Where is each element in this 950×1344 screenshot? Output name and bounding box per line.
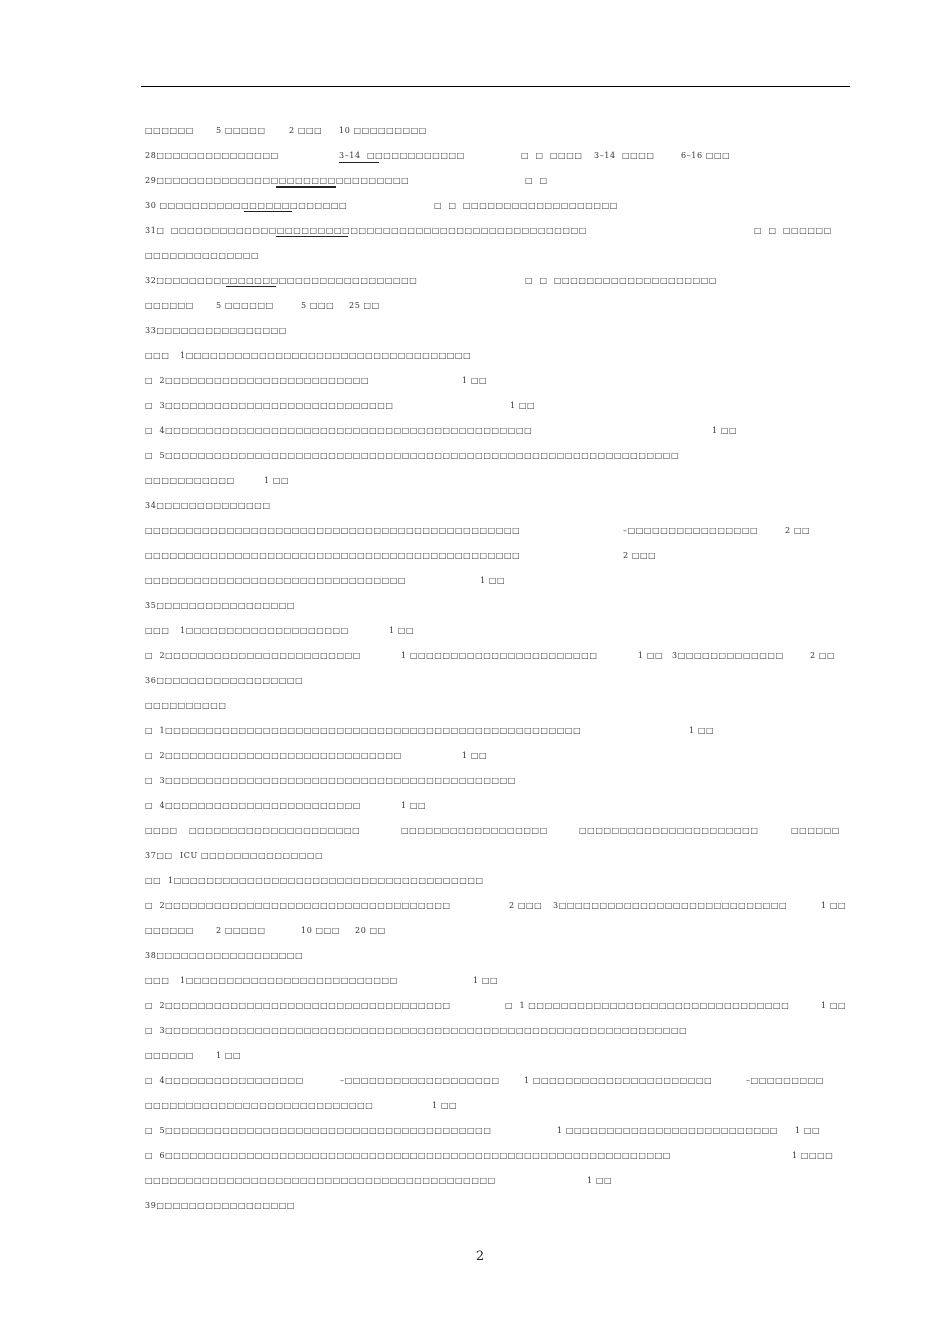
text-segment: □□□□□□□□□□□□□□□□□□□□□□□□□□□□□□□□□□□□□□□□□□□□□□ — [145, 526, 521, 535]
text-line — [0, 1200, 950, 1214]
text-line — [0, 375, 950, 389]
text-line — [0, 150, 950, 164]
text-segment: □□□□□□ — [145, 1051, 194, 1060]
text-line — [0, 575, 950, 589]
text-segment: 28□□□□□□□□□□□□□□□ — [145, 151, 279, 160]
text-segment: 31□ □□□□□□□□□□□□□□□□□□□□□□□□□□□□□□□□□□□□□□□□□□□□□□□□□□□ — [145, 226, 587, 235]
text-segment: 1 □□□□ — [792, 1151, 834, 1160]
text-segment: □ 4□□□□□□□□□□□□□□□□□ — [145, 1076, 304, 1085]
text-segment: 3–14 □□□□ — [594, 151, 655, 160]
text-segment: –□□□□□□□□□□□□□□□□ — [623, 526, 759, 535]
text-segment: □ 2□□□□□□□□□□□□□□□□□□□□□□□□□□□□□□□□□□□ — [145, 901, 451, 910]
text-line — [0, 800, 950, 814]
text-segment: 1 □□ — [638, 651, 664, 660]
text-segment: 2 □□ — [810, 651, 836, 660]
text-line — [0, 925, 950, 939]
text-line — [0, 225, 950, 239]
text-segment: 30 □□□□□□□□□□□□□□□□□□□□□□□ — [145, 201, 348, 210]
text-segment: □□□ — [145, 351, 170, 360]
text-segment: 1 □□ — [587, 1176, 613, 1185]
text-line — [0, 1150, 950, 1164]
text-line — [0, 850, 950, 864]
text-line — [0, 950, 950, 964]
text-line — [0, 675, 950, 689]
text-segment: 1 □□□□□□□□□□□□□□□□□□□□□□□□□□ — [557, 1126, 778, 1135]
text-line — [0, 900, 950, 914]
text-segment: □ 4□□□□□□□□□□□□□□□□□□□□□□□□□□□□□□□□□□□□□□□□□□□□□ — [145, 426, 533, 435]
text-segment: □□□□□□□□□□□□□□□□□□□□□□□□□□□□□□□□□□□□□□□□□□□□□□ — [145, 551, 521, 560]
text-segment: 2 □□□ — [289, 126, 323, 135]
text-segment: 1□□□□□□□□□□□□□□□□□□□□ — [180, 626, 349, 635]
text-line — [0, 775, 950, 789]
text-segment: ICU □□□□□□□□□□□□□□□ — [180, 851, 324, 860]
text-line — [0, 1175, 950, 1189]
text-line — [0, 725, 950, 739]
text-line — [0, 825, 950, 839]
text-segment: □ 3□□□□□□□□□□□□□□□□□□□□□□□□□□□□□□□□□□□□□□□□□□□ — [145, 776, 516, 785]
text-line — [0, 975, 950, 989]
text-segment: □ 5□□□□□□□□□□□□□□□□□□□□□□□□□□□□□□□□□□□□□□□□ — [145, 1126, 492, 1135]
text-segment: 32□□□□□□□□□□□□□□□□□□□□□□□□□□□□□□□□ — [145, 276, 418, 285]
text-segment: –□□□□□□□□□□□□□□□□□□□ — [340, 1076, 500, 1085]
text-segment: 1 □□ — [689, 726, 715, 735]
text-segment: 1□□□□□□□□□□□□□□□□□□□□□□□□□□ — [180, 976, 398, 985]
text-segment: 36□□□□□□□□□□□□□□□□□□ — [145, 676, 304, 685]
text-segment: □ □ □□□□ — [521, 151, 583, 160]
text-line — [0, 650, 950, 664]
text-segment: □□□□□□ — [145, 301, 194, 310]
text-segment: □□□□□□□□□□□□□□□□□□□□□□□□□□□□ — [145, 1101, 374, 1110]
text-segment: □□□□□□□□□□□□□□ — [145, 251, 260, 260]
text-segment: 10 □□□□□□□□□ — [339, 126, 427, 135]
text-line — [0, 600, 950, 614]
text-segment: □□□ — [145, 976, 170, 985]
text-line — [0, 500, 950, 514]
text-line — [0, 550, 950, 564]
text-line — [0, 275, 950, 289]
text-segment: 1 □□ — [821, 1001, 847, 1010]
text-segment: □ □ □□□□□□ — [754, 226, 832, 235]
text-segment: □ 1 □□□□□□□□□□□□□□□□□□□□□□□□□□□□□□□□ — [505, 1001, 790, 1010]
text-segment: □□□□□□□□□□□□□□□□□□□□□□ — [579, 826, 759, 835]
text-segment: 1 □□ — [264, 476, 290, 485]
text-segment: 29□□□□□□□□□□□□□□□□□□□□□□□□□□□□□□□ — [145, 176, 410, 185]
text-line — [0, 525, 950, 539]
text-segment: 2 □□□ — [623, 551, 657, 560]
text-segment: □□□□□□□□□□□ — [145, 476, 235, 485]
text-segment: 2 □□□□□ — [216, 926, 266, 935]
text-segment: 1 □□ — [480, 576, 506, 585]
text-segment: 1 □□ — [795, 1126, 821, 1135]
text-segment: □□□□□□ — [145, 126, 194, 135]
text-line — [0, 1125, 950, 1139]
text-segment: □ 2□□□□□□□□□□□□□□□□□□□□□□□□□□□□□ — [145, 751, 402, 760]
text-segment: □ 6□□□□□□□□□□□□□□□□□□□□□□□□□□□□□□□□□□□□□□□□□□□□□□□□□□□□□□□□□□□□□□ — [145, 1151, 671, 1160]
text-line — [0, 1000, 950, 1014]
text-segment: □□□□□□□□□□□□□□□□□□ — [401, 826, 548, 835]
text-line — [0, 300, 950, 314]
text-segment: –□□□□□□□□□ — [746, 1076, 825, 1085]
text-segment: □ 5□□□□□□□□□□□□□□□□□□□□□□□□□□□□□□□□□□□□□□□□□□□□□□□□□□□□□□□□□□□□□□□ — [145, 451, 680, 460]
text-segment: 39□□□□□□□□□□□□□□□□□ — [145, 1201, 296, 1210]
text-segment: □ 2□□□□□□□□□□□□□□□□□□□□□□□□ — [145, 651, 361, 660]
text-line — [0, 1025, 950, 1039]
text-line — [0, 125, 950, 139]
text-segment: □ □ □□□□□□□□□□□□□□□□□□□ — [434, 201, 618, 210]
text-line — [0, 425, 950, 439]
text-segment: □ □ □□□□□□□□□□□□□□□□□□□□ — [525, 276, 718, 285]
text-line — [0, 875, 950, 889]
text-segment: 1 □□ — [216, 1051, 242, 1060]
text-segment: 1 □□ — [462, 751, 488, 760]
page-number: 2 — [475, 1249, 485, 1264]
text-segment: 10 □□□ — [301, 926, 340, 935]
text-line — [0, 175, 950, 189]
text-segment: 3□□□□□□□□□□□□□ — [672, 651, 784, 660]
text-segment: 1 □□ — [473, 976, 499, 985]
text-segment: □□□□□□□□□□□□□□□□□□□□□□□□□□□□□□□□□□□□□□□□□□□ — [145, 1176, 496, 1185]
text-segment: □□□ — [145, 626, 170, 635]
text-line — [0, 400, 950, 414]
text-segment: □ □ — [525, 176, 548, 185]
text-segment: 33□□□□□□□□□□□□□□□□ — [145, 326, 287, 335]
text-line — [0, 325, 950, 339]
text-segment: 5 □□□□□□ — [216, 301, 274, 310]
text-segment: □ 1□□□□□□□□□□□□□□□□□□□□□□□□□□□□□□□□□□□□□□□□□□□□□□□□□□□ — [145, 726, 582, 735]
text-segment: 1 □□ — [401, 801, 427, 810]
text-segment: 1 □□ — [712, 426, 738, 435]
text-segment: 1 □□ — [389, 626, 415, 635]
text-segment: 2 □□□ — [509, 901, 543, 910]
text-line — [0, 750, 950, 764]
text-segment: 1□□□□□□□□□□□□□□□□□□□□□□□□□□□□□□□□□□□ — [180, 351, 472, 360]
text-segment: 6–16 □□□ — [681, 151, 731, 160]
text-line — [0, 450, 950, 464]
text-segment: □ 2□□□□□□□□□□□□□□□□□□□□□□□□□□□□□□□□□□□ — [145, 1001, 451, 1010]
text-segment: 38□□□□□□□□□□□□□□□□□□ — [145, 951, 304, 960]
text-segment: □□ — [145, 876, 162, 885]
text-segment: 1 □□ — [432, 1101, 458, 1110]
text-segment: □ 3□□□□□□□□□□□□□□□□□□□□□□□□□□□□ — [145, 401, 394, 410]
text-segment: □ 3□□□□□□□□□□□□□□□□□□□□□□□□□□□□□□□□□□□□□□□□□□□□□□□□□□□□□□□□□□□□□□□□ — [145, 1026, 688, 1035]
text-line — [0, 350, 950, 364]
text-segment: 1 □□□□□□□□□□□□□□□□□□□□□□ — [524, 1076, 713, 1085]
text-segment: 1 □□ — [821, 901, 847, 910]
text-segment: 5 □□□□□ — [216, 126, 266, 135]
text-segment: □□□□□□ — [791, 826, 840, 835]
text-line — [0, 625, 950, 639]
text-segment: □ 2□□□□□□□□□□□□□□□□□□□□□□□□□ — [145, 376, 370, 385]
text-segment: □□□□□□ — [145, 926, 194, 935]
text-segment: 1 □□ — [510, 401, 536, 410]
text-segment: 5 □□□ — [301, 301, 335, 310]
text-segment: 1□□□□□□□□□□□□□□□□□□□□□□□□□□□□□□□□□□□□□□ — [168, 876, 484, 885]
text-line — [0, 1050, 950, 1064]
text-segment: 3–14 □□□□□□□□□□□□ — [339, 151, 465, 160]
text-segment: 25 □□ — [349, 301, 380, 310]
text-line — [0, 200, 950, 214]
text-segment: 1 □□ — [462, 376, 488, 385]
text-segment: 3□□□□□□□□□□□□□□□□□□□□□□□□□□□□ — [553, 901, 788, 910]
text-line — [0, 1100, 950, 1114]
text-line — [0, 700, 950, 714]
text-segment: 37□□ — [145, 851, 173, 860]
text-segment: 2 □□ — [785, 526, 811, 535]
text-segment: 35□□□□□□□□□□□□□□□□□ — [145, 601, 296, 610]
text-segment: □ 4□□□□□□□□□□□□□□□□□□□□□□□□ — [145, 801, 361, 810]
text-line — [0, 1075, 950, 1089]
text-line — [0, 475, 950, 489]
header-rule — [141, 86, 850, 87]
text-segment: □□□□□□□□□□□□□□□□□□□□□ — [189, 826, 361, 835]
text-segment: 20 □□ — [355, 926, 386, 935]
text-line — [0, 250, 950, 264]
text-segment: □□□□ — [145, 826, 178, 835]
text-segment: 1 □□□□□□□□□□□□□□□□□□□□□□□ — [401, 651, 598, 660]
text-segment: □□□□□□□□□□□□□□□□□□□□□□□□□□□□□□□□ — [145, 576, 407, 585]
text-segment: 34□□□□□□□□□□□□□□ — [145, 501, 271, 510]
text-segment: □□□□□□□□□□ — [145, 701, 227, 710]
